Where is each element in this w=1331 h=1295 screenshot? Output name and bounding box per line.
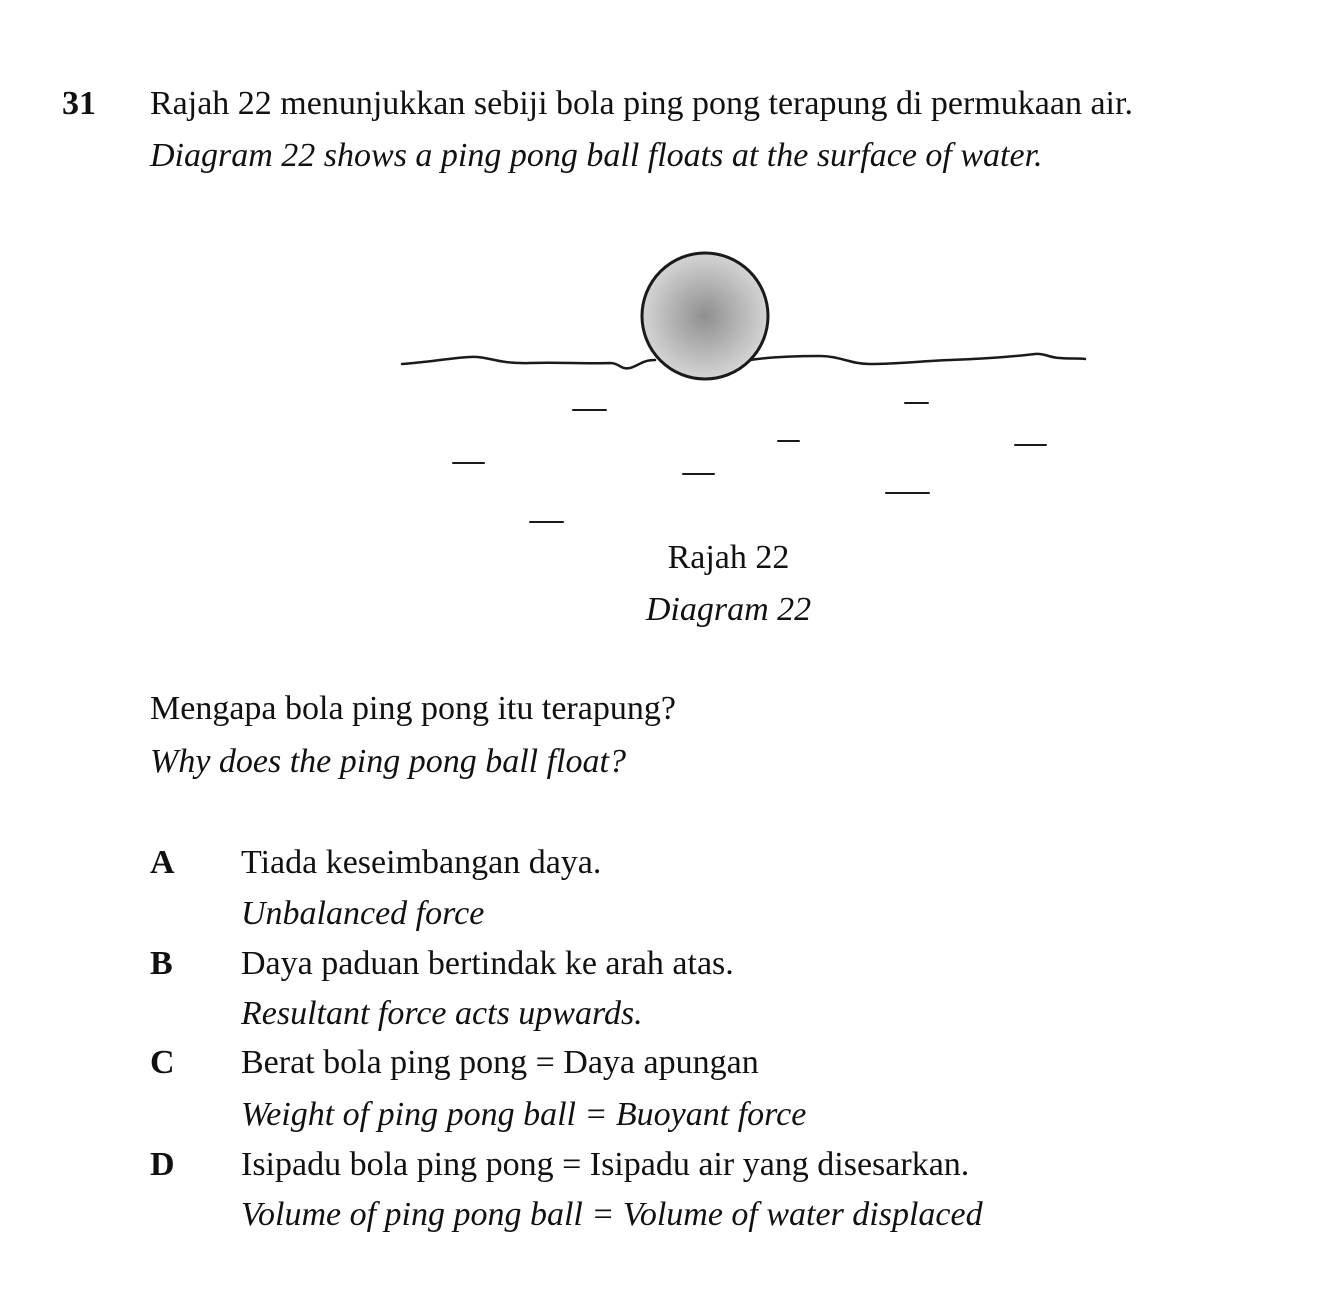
question-number: 31 [62,85,96,122]
option-b-letter[interactable]: B [150,945,173,982]
option-c-text-malay[interactable]: Berat bola ping pong = Daya apungan [241,1044,759,1081]
option-d-letter[interactable]: D [150,1146,175,1183]
diagram-caption-english: Diagram 22 [645,591,812,628]
option-a-text-malay[interactable]: Tiada keseimbangan daya. [241,844,602,881]
diagram-caption-malay: Rajah 22 [667,539,790,576]
option-c-letter[interactable]: C [150,1044,175,1081]
option-c-text-english[interactable]: Weight of ping pong ball = Buoyant force [241,1096,807,1133]
option-b-text-malay[interactable]: Daya paduan bertindak ke arah atas. [241,945,734,982]
water-dashes [453,403,1046,522]
question-prompt-english: Why does the ping pong ball float? [150,743,626,780]
question-prompt-malay: Mengapa bola ping pong itu terapung? [150,690,676,727]
question-stem-malay: Rajah 22 menunjukkan sebiji bola ping pong terapung di permukaan air. [150,85,1133,122]
question-stem-english: Diagram 22 shows a ping pong ball floats at the surface of water. [150,137,1043,174]
ping-pong-diagram [380,230,1100,550]
option-a-text-english[interactable]: Unbalanced force [241,895,485,932]
option-a-letter[interactable]: A [150,844,175,881]
option-d-text-malay[interactable]: Isipadu bola ping pong = Isipadu air yang disesarkan. [241,1146,970,1183]
option-d-text-english[interactable]: Volume of ping pong ball = Volume of water displaced [241,1196,983,1233]
option-b-text-english[interactable]: Resultant force acts upwards. [241,995,643,1032]
ping-pong-ball [642,253,768,379]
